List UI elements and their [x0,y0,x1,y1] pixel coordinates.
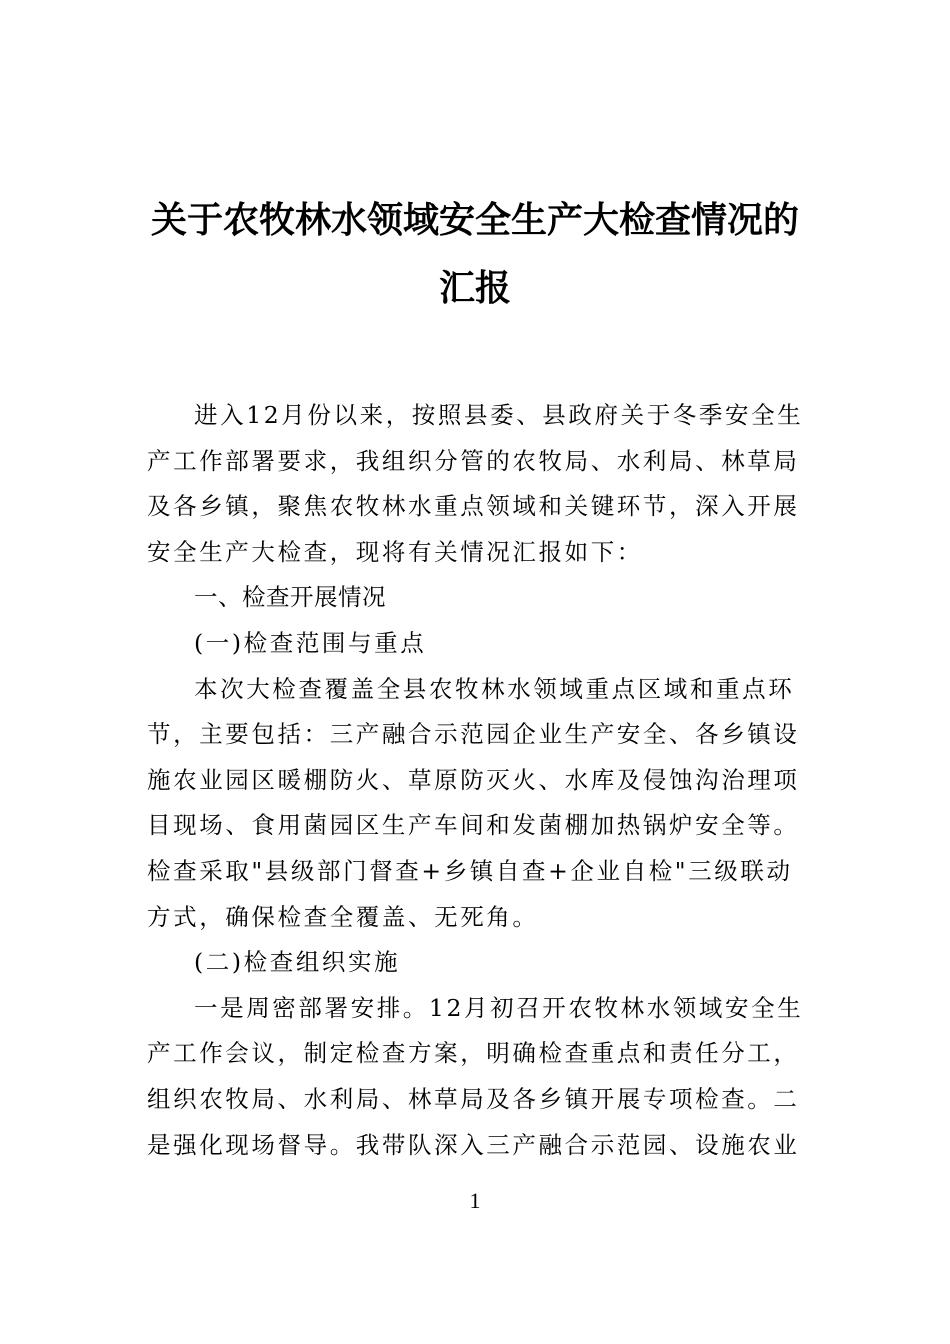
page-number: 1 [469,1188,481,1213]
subsection-heading-1: (一)检查范围与重点 [194,628,427,657]
intro-paragraph: 进入12月份以来，按照县委、县政府关于冬季安全生产工作部署要求，我组织分管的农牧局、水利局、林草局及各乡镇，聚焦农牧林水重点领域和关键环节，深入开展安全生产大检查，现将有关情况汇报如下： [147,401,804,566]
subsection-2-paragraph: 一是周密部署安排。12月初召开农牧林水领域安全生产工作会议，制定检查方案，明确检查重点和责任分工，组织农牧局、水利局、林草局及各乡镇开展专项检查。二是强化现场督导。我带队深入三产融合示范园、设施农业 [147,993,804,1159]
subsection-heading-2: (二)检查组织实施 [194,948,401,977]
document-title-line-2: 汇报 [438,267,511,309]
document-body [147,393,807,1168]
subsection-1-paragraph: 本次大检查覆盖全县农牧林水领域重点区域和重点环节，主要包括：三产融合示范园企业生产安全、各乡镇设施农业园区暖棚防火、草原防灭火、水库及侵蚀沟治理项目现场、食用菌园区生产车间和发菌棚加热锅炉安全等。检查采取"县级部门督查+乡镇自查+企业自检"三级联动方式，确保检查全覆盖、无死角。 [147,674,800,931]
section-heading-1: 一、检查开展情况 [194,583,386,612]
document-title-line-1: 关于农牧林水领域安全生产大检查情况的 [150,199,799,241]
